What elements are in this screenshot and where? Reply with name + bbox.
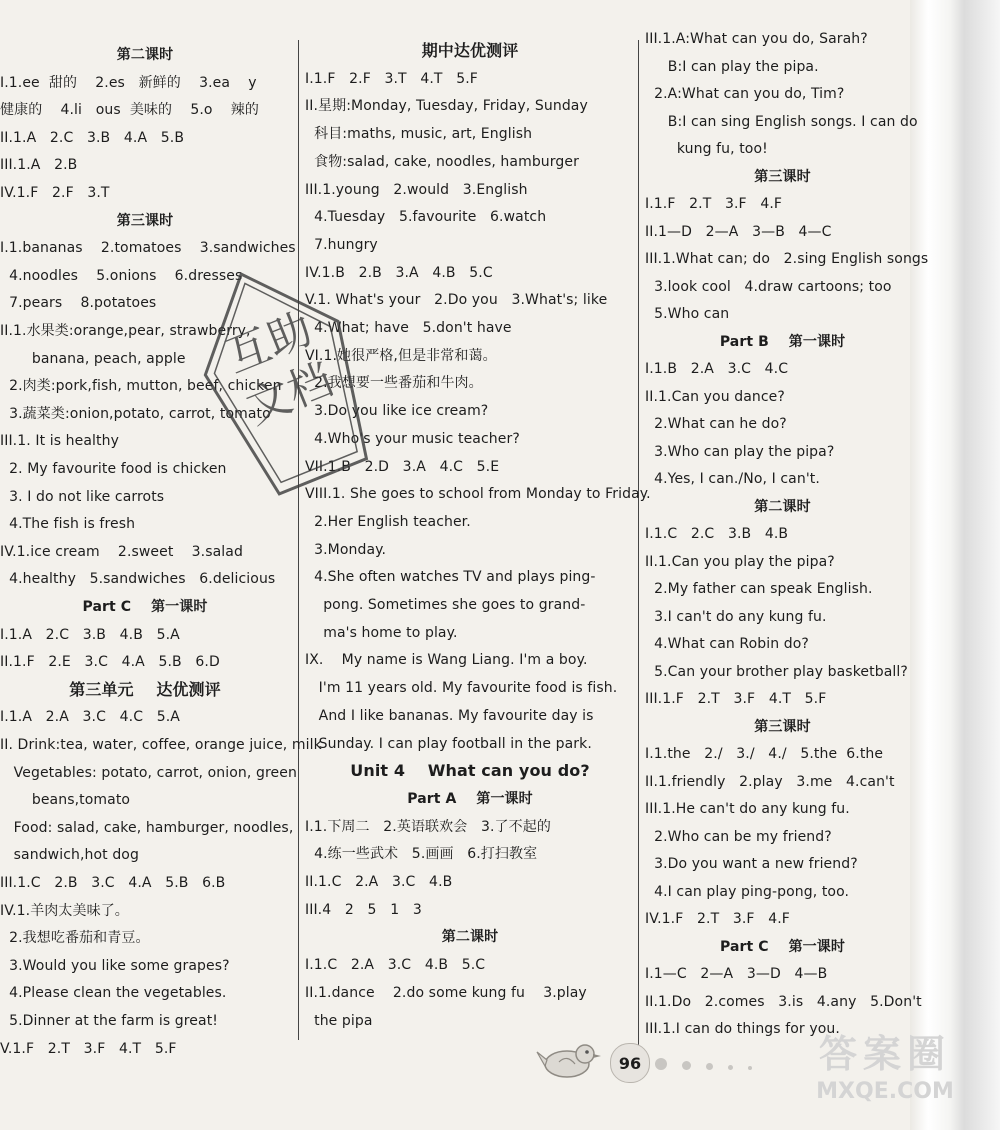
answer-line: III.1.A:What can you do, Sarah? — [645, 31, 868, 47]
section-heading: Part C 第一课时 — [720, 938, 845, 955]
answer-line: IV.1.B 2.B 3.A 4.B 5.C — [305, 264, 493, 281]
answer-line: III.1.He can't do any kung fu. — [645, 801, 850, 817]
answer-line: III.1. It is healthy — [0, 433, 119, 450]
answer-line: 3.蔬菜类:onion,potato, carrot, tomato — [0, 405, 271, 422]
answer-line: I.1.A 2.A 3.C 4.C 5.A — [0, 709, 180, 726]
answer-line: V.1.F 2.T 3.F 4.T 5.F — [0, 1040, 177, 1057]
section-heading: 第三单元 达优测评 — [69, 679, 221, 699]
answer-line: I.1.C 2.A 3.C 4.B 5.C — [305, 957, 486, 974]
footer-dot — [706, 1063, 713, 1070]
answer-line: IV.1.F 2.F 3.T — [0, 185, 110, 201]
answer-line: III.1.young 2.would 3.English — [305, 181, 528, 198]
answer-line: I.1.C 2.C 3.B 4.B — [645, 526, 789, 542]
section-heading: Part C 第一课时 — [82, 599, 208, 615]
section-heading: 第三课时 — [116, 212, 174, 229]
answer-line: pong. Sometimes she goes to grand- — [305, 597, 586, 613]
answer-line: 3.I can't do any kung fu. — [645, 608, 827, 625]
answer-line: 4.healthy 5.sandwiches 6.delicious — [0, 571, 276, 588]
answer-line: sandwich,hot dog — [0, 847, 139, 864]
answer-line: And I like bananas. My favourite day is — [305, 707, 594, 724]
answer-line: II. Drink:tea, water, coffee, orange juice, milk — [0, 737, 322, 753]
answer-line: Vegetables: potato, carrot, onion, green — [0, 764, 297, 781]
answer-line: IV.1.羊肉太美味了。 — [0, 902, 129, 919]
section-heading: Part B 第一课时 — [719, 333, 846, 350]
answer-line: II.1.水果类:orange,pear, strawberry, — [0, 323, 251, 339]
answer-line: V.1. What's your 2.Do you 3.What's; like — [305, 292, 608, 309]
answer-line: I.1.下周二 2.英语联欢会 3.了不起的 — [305, 818, 551, 835]
answer-line: I.1.F 2.F 3.T 4.T 5.F — [305, 70, 478, 87]
answer-line: banana, peach, apple — [0, 350, 186, 367]
answer-line: I.1.B 2.A 3.C 4.C — [645, 361, 789, 377]
answer-line: 2.我想要一些番茄和牛肉。 — [305, 375, 483, 392]
answer-line: II.1.Can you dance? — [645, 388, 785, 405]
answer-line: II.1.C 2.A 3.C 4.B — [305, 874, 453, 890]
answer-line: III.4 2 5 1 3 — [305, 901, 422, 918]
answer-line: 3.Do you want a new friend? — [645, 856, 858, 872]
answer-line: 2.A:What can you do, Tim? — [645, 86, 845, 102]
answer-line: I'm 11 years old. My favourite food is fish. — [305, 680, 618, 697]
answer-line: 7.hungry — [305, 236, 378, 253]
footer-dot — [682, 1061, 691, 1070]
answer-line: III.1.F 2.T 3.F 4.T 5.F — [645, 691, 827, 707]
bird-decoration-icon — [535, 1038, 605, 1083]
answer-line: 2.Her English teacher. — [305, 513, 471, 530]
section-heading: 第二课时 — [754, 498, 811, 515]
footer-dot — [748, 1066, 752, 1070]
answer-line: III.1.What can; do 2.sing English songs — [645, 251, 929, 267]
watermark-url: MXQE.COM — [816, 1079, 954, 1104]
answer-line: 食物:salad, cake, noodles, hamburger — [305, 153, 579, 170]
answer-line: B:I can sing English songs. I can do — [645, 113, 918, 130]
answer-line: VII.1.B 2.D 3.A 4.C 5.E — [305, 458, 500, 475]
answer-line: 3. I do not like carrots — [0, 488, 165, 505]
answer-line: 4.Please clean the vegetables. — [0, 985, 227, 1002]
section-heading: 第三课时 — [754, 718, 811, 735]
section-heading: Unit 4 What can you do? — [350, 761, 590, 781]
answer-line: VIII.1. She goes to school from Monday to Friday. — [305, 486, 651, 503]
answer-line: 2. My favourite food is chicken — [0, 461, 227, 477]
answer-line: 4.The fish is fresh — [0, 516, 136, 533]
footer-dots — [655, 1055, 762, 1074]
answer-line: I.1.the 2./ 3./ 4./ 5.the 6.the — [645, 746, 884, 762]
answer-line: 科目:maths, music, art, English — [305, 126, 533, 143]
answer-line: 7.pears 8.potatoes — [0, 295, 157, 312]
section-heading: Part A 第一课时 — [407, 790, 533, 807]
section-heading: 第二课时 — [116, 47, 174, 63]
answer-line: III.1.A 2.B — [0, 157, 78, 174]
answer-line: 4.What; have 5.don't have — [305, 320, 512, 336]
answer-line: 2.My father can speak English. — [645, 581, 873, 597]
answer-line: 5.Can your brother play basketball? — [645, 663, 908, 680]
answer-line: I.1—C 2—A 3—D 4—B — [645, 966, 828, 982]
section-heading: 期中达优测评 — [421, 41, 519, 60]
footer-dot — [728, 1065, 733, 1070]
answer-line: 4.练一些武术 5.画画 6.打扫教室 — [305, 846, 538, 863]
answer-line: IV.1.F 2.T 3.F 4.F — [645, 911, 790, 927]
column-divider-1 — [298, 40, 299, 1040]
section-heading: 第三课时 — [754, 168, 811, 185]
answer-line: 3.Would you like some grapes? — [0, 957, 230, 974]
svg-text:互助: 互助 — [218, 303, 320, 384]
answer-line: 3.look cool 4.draw cartoons; too — [645, 278, 892, 295]
answer-line: ma's home to play. — [305, 624, 458, 641]
answer-line: 4.I can play ping-pong, too. — [645, 883, 850, 900]
answer-line: II.1.dance 2.do some kung fu 3.play — [305, 984, 587, 1001]
site-watermark — [800, 1030, 970, 1125]
answer-line: II.1.friendly 2.play 3.me 4.can't — [645, 773, 895, 790]
column-divider-2 — [638, 40, 639, 1050]
answer-line: 4.What can Robin do? — [645, 636, 809, 652]
answer-line: II.1.A 2.C 3.B 4.A 5.B — [0, 129, 185, 146]
svg-text:文档: 文档 — [239, 354, 341, 435]
answer-line: 4.Tuesday 5.favourite 6.watch — [305, 209, 547, 226]
answer-line: III.1.C 2.B 3.C 4.A 5.B 6.B — [0, 875, 226, 891]
answer-line: II.星期:Monday, Tuesday, Friday, Sunday — [305, 98, 588, 115]
answer-line: IX. My name is Wang Liang. I'm a boy. — [305, 652, 588, 669]
answer-line: II.1.Can you play the pipa? — [645, 553, 835, 570]
answer-line: the pipa — [305, 1012, 373, 1029]
answer-line: 3.Who can play the pipa? — [645, 443, 835, 460]
answer-line: VI.1.她很严格,但是非常和蔼。 — [305, 347, 497, 364]
answer-line: I.1.A 2.C 3.B 4.B 5.A — [0, 626, 180, 643]
answer-line: Sunday. I can play football in the park. — [305, 735, 592, 752]
answer-line: 2.Who can be my friend? — [645, 828, 832, 845]
answer-line: 4.Yes, I can./No, I can't. — [645, 471, 820, 487]
answer-line: IV.1.ice cream 2.sweet 3.salad — [0, 543, 243, 560]
answer-line: kung fu, too! — [645, 141, 768, 157]
page-number — [610, 1043, 650, 1083]
answer-line: I.1.F 2.T 3.F 4.F — [645, 196, 783, 212]
answer-line: II.1.F 2.E 3.C 4.A 5.B 6.D — [0, 654, 220, 671]
answer-line: Food: salad, cake, hamburger, noodles, — [0, 819, 294, 836]
answer-line: 5.Dinner at the farm is great! — [0, 1013, 219, 1029]
answer-line: II.1.Do 2.comes 3.is 4.any 5.Don't — [645, 993, 922, 1010]
answer-line: 2.What can he do? — [645, 416, 787, 432]
answer-line: I.1.ee 甜的 2.es 新鲜的 3.ea y — [0, 74, 257, 91]
answer-line: 2.我想吃番茄和青豆。 — [0, 930, 150, 947]
answer-line: 4.She often watches TV and plays ping- — [305, 569, 596, 586]
section-heading: 第二课时 — [441, 929, 499, 946]
answer-line: 健康的 4.li ous 美味的 5.o 辣的 — [0, 102, 259, 119]
page-number-text: 96 — [618, 1053, 642, 1073]
answer-line: I.1.bananas 2.tomatoes 3.sandwiches — [0, 240, 296, 257]
answer-line: II.1—D 2—A 3—B 4—C — [645, 223, 832, 240]
answer-line: B:I can play the pipa. — [645, 58, 819, 75]
answer-line: 4.noodles 5.onions 6.dresses — [0, 267, 243, 284]
answer-line: 2.肉类:pork,fish, mutton, beef, chicken — [0, 378, 282, 395]
answer-line: III.1.I can do things for you. — [645, 1021, 840, 1037]
page-edge-shadow — [910, 0, 1000, 1130]
answer-line: 5.Who can — [645, 306, 730, 322]
answer-line: beans,tomato — [0, 792, 131, 809]
answer-line: 4.Who's your music teacher? — [305, 430, 520, 447]
answer-line: 3.Do you like ice cream? — [305, 403, 489, 420]
footer-dot — [655, 1058, 667, 1070]
watermark-title: 答案圈 — [818, 1032, 951, 1076]
answer-line: 3.Monday. — [305, 541, 387, 558]
